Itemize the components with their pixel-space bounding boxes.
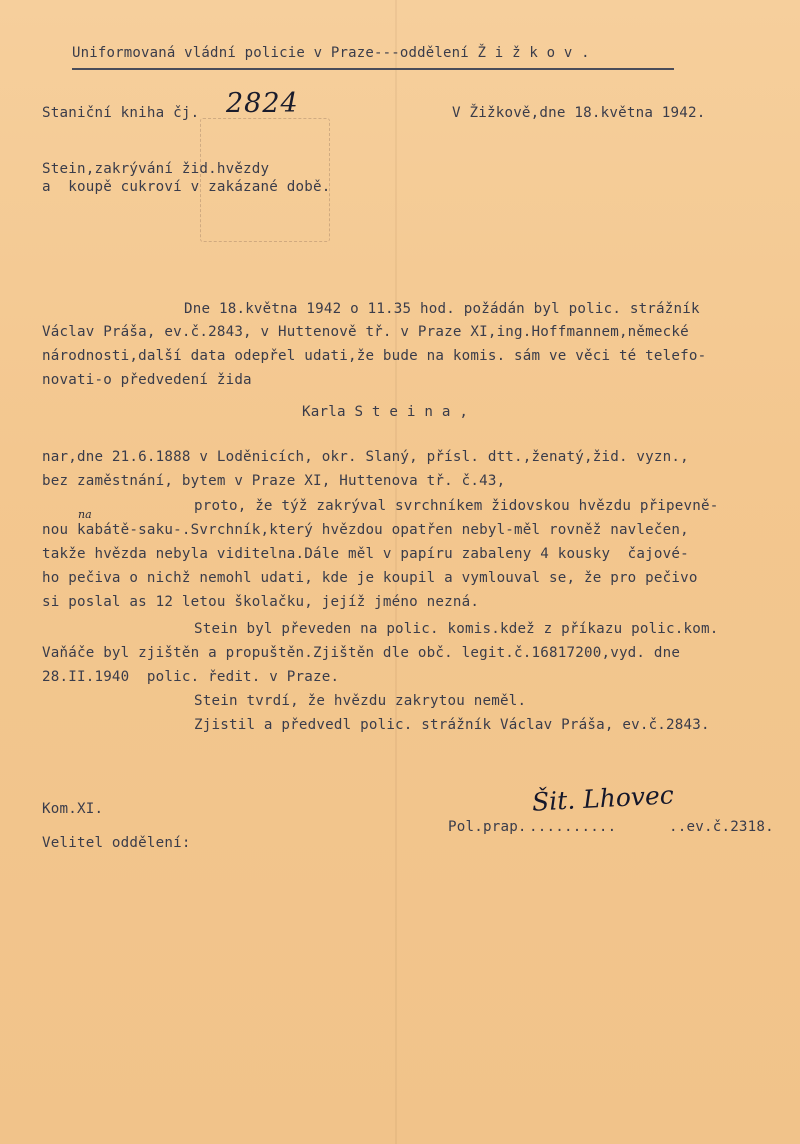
header-title: Uniformovaná vládní policie v Praze---oddělení Ž i ž k o v . [72, 45, 590, 61]
body-line: Stein byl převeden na polic. komis.kdež z příkazu polic.kom. [194, 621, 719, 637]
body-line: Václav Práša, ev.č.2843, v Huttenově tř. v Praze XI,ing.Hoffmannem,německé [42, 324, 689, 340]
header-underline [72, 68, 674, 70]
body-line: ho pečiva o nichž nemohl udati, kde je koupil a vymlouval se, že pro pečivo [42, 570, 698, 586]
body-line: 28.II.1940 polic. ředit. v Praze. [42, 669, 340, 685]
place-date: V Žižkově,dne 18.května 1942. [452, 105, 706, 121]
body-line: Vaňáče byl zjištěn a propuštěn.Zjištěn dle obč. legit.č.16817200,vyd. dne [42, 645, 681, 661]
body-line: novati-o předvedení žida [42, 372, 252, 388]
body-line: národnosti,další data odepřel udati,že bude na komis. sám ve věci té telefo- [42, 348, 707, 364]
footer-kom: Kom.XI. [42, 801, 104, 817]
subject-line-2: a koupě cukroví v zakázané době. [42, 179, 331, 195]
body-line: Dne 18.května 1942 o 11.35 hod. požádán byl polic. strážník [184, 301, 700, 317]
body-line: proto, že týž zakrýval svrchníkem židovskou hvězdu připevně- [194, 498, 719, 514]
signature: Šit. Lhovec [531, 780, 675, 817]
footer-pol-prap: Pol.prap. [448, 819, 527, 835]
body-line: si poslal as 12 letou školačku, jejíž jméno nezná. [42, 594, 480, 610]
body-line-name: Karla S t e i n a , [302, 404, 469, 420]
footer-velitel: Velitel oddělení: [42, 835, 191, 851]
body-line: nar,dne 21.6.1888 v Loděnicích, okr. Slaný, přísl. dtt.,ženatý,žid. vyzn., [42, 449, 689, 465]
body-line: bez zaměstnání, bytem v Praze XI, Huttenova tř. č.43, [42, 473, 506, 489]
body-line: nou kabátě-saku-.Svrchník,který hvězdou opatřen nebyl-měl rovněž navlečen, [42, 522, 689, 538]
subject-line-1: Stein,zakrývání žid.hvězdy [42, 161, 270, 177]
body-line: takže hvězda nebyla viditelna.Dále měl v papíru zabaleny 4 kousky čajové- [42, 546, 689, 562]
handwritten-insertion: na [78, 508, 92, 521]
footer-ev: ..ev.č.2318. [669, 819, 774, 835]
body-line: Stein tvrdí, že hvězdu zakrytou neměl. [194, 693, 527, 709]
book-label: Staniční kniha čj. [42, 105, 200, 121]
book-number-handwritten: 2824 [226, 88, 299, 119]
body-line: Zjistil a předvedl polic. strážník Václav Práša, ev.č.2843. [194, 717, 710, 733]
footer-dots: .......... [529, 819, 617, 835]
